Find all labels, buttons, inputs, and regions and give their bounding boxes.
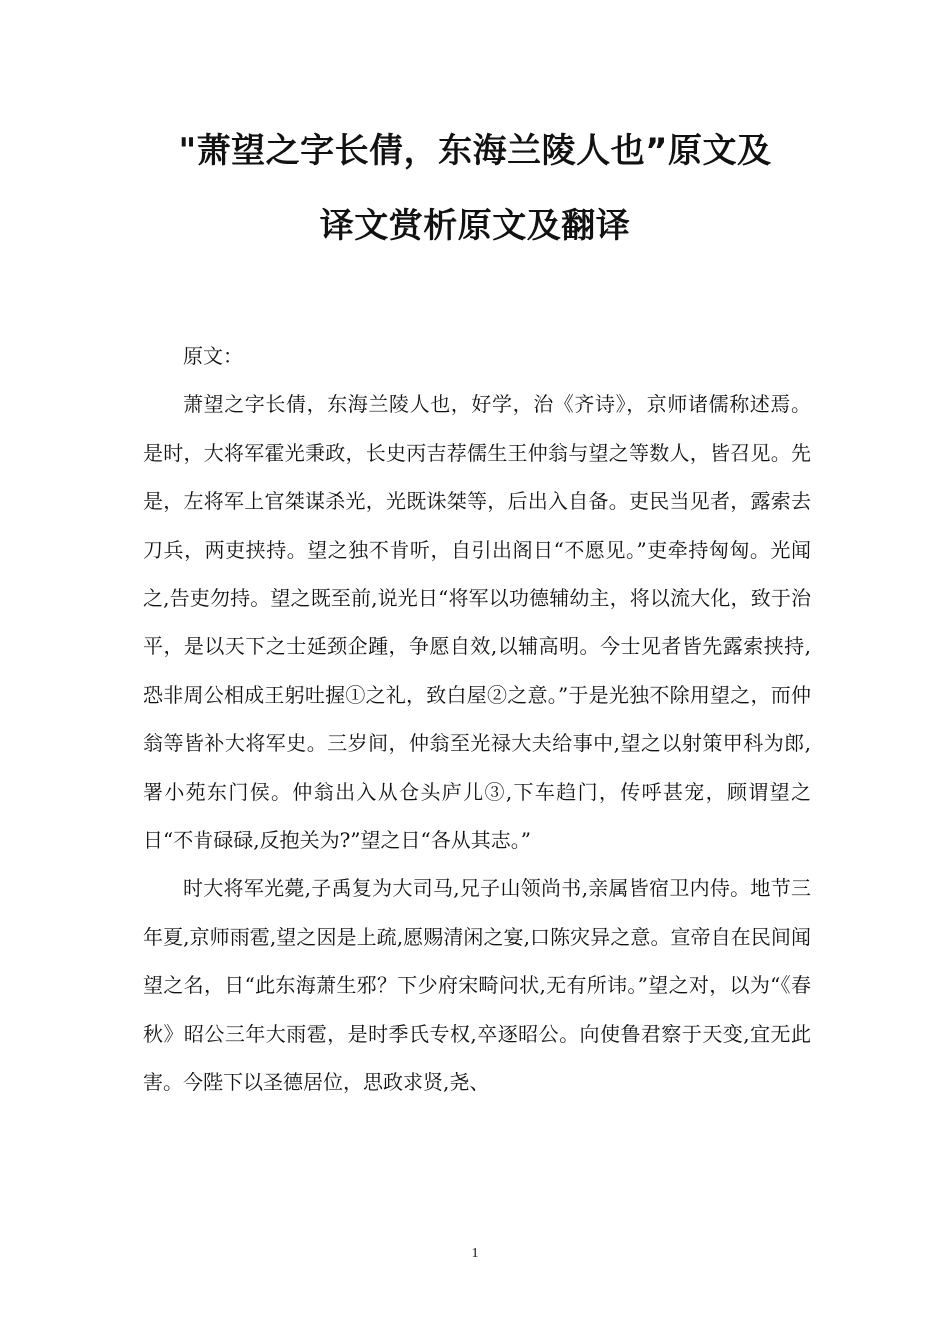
- paragraph-1: 萧望之字长倩，东海兰陵人也，好学，治《齐诗》，京师诸儒称述焉。是时，大将军霍光秉政，长史丙吉荐儒生王仲翁与望之等数人，皆召见。先是，左将军上官桀谋杀光，光既诛桀等，后出入自备。吏民当见者，露索去刀兵，两吏挟持。望之独不肯听，自引出阁日“不愿见。”吏牵持匈匈。光闻之,告吏勿持。望之既至前,说光日“将军以功德辅幼主，将以流大化，致于治平，是以天下之士延颈企踵，争愿自效,以辅高明。今士见者皆先露索挟持,恐非周公相成王躬吐握①之礼，致白屋②之意。”于是光独不除用望之，而仲翁等皆补大将军史。三岁间，仲翁至光禄大夫给事中,望之以射策甲科为郎,署小苑东门侯。仲翁出入从仓头庐儿③,下车趋门，传呼甚宠，顾谓望之日“不肯碌碌,反抱关为?”望之日“各从其志。”: [143, 392, 811, 853]
- section-label: 原文：: [183, 344, 243, 368]
- paragraph-2: 时大将军光薨,子禹复为大司马,兄子山领尚书,亲属皆宿卫内侍。地节三年夏,京师雨雹,望之因是上疏,愿赐清闲之宴,口陈灾异之意。宣帝自在民间闻望之名，日“此东海萧生邪？下少府宋畸问状,无有所讳。”望之对，以为“《春秋》昭公三年大雨雹，是时季氏专权,卒逐昭公。向使鲁君察于天变,宜无此害。今陛下以圣德居位，思政求贤,尧、: [143, 876, 811, 1095]
- document-title-line-1: "萧望之字长倩，东海兰陵人也”原文及: [178, 131, 772, 171]
- document-body: [143, 332, 811, 1107]
- document-title-line-2: 译文赏析原文及翻译: [319, 206, 631, 246]
- page-number: 1: [471, 1246, 479, 1261]
